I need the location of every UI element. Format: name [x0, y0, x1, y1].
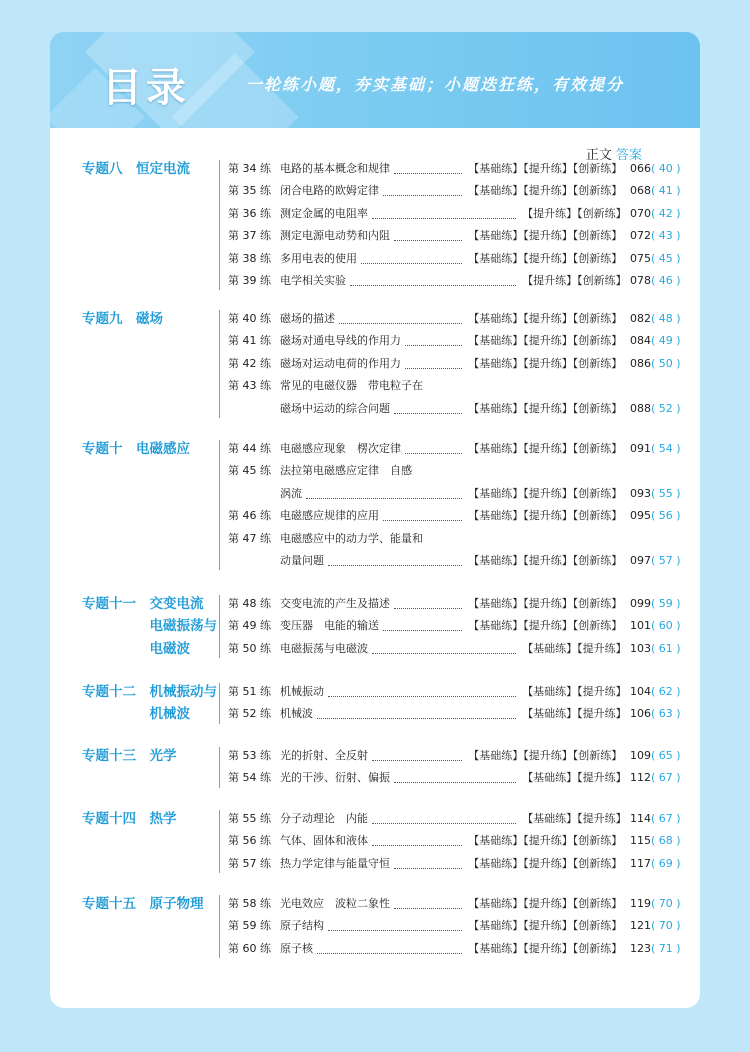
leader-dots: [328, 695, 516, 697]
toc-entry[interactable]: [228, 483, 688, 505]
toc-entry[interactable]: [228, 308, 688, 330]
answer-page: ( 61 ): [651, 641, 681, 655]
leader-dots: [405, 344, 462, 346]
page-number: [630, 308, 681, 330]
entry-number: 第 52 练: [228, 707, 271, 721]
toc-entry[interactable]: [228, 353, 688, 375]
answer-page: ( 45 ): [651, 251, 681, 265]
entry-title: 分子动理论 内能: [280, 812, 368, 825]
leader-dots: [317, 952, 462, 954]
toc-section: [50, 308, 700, 420]
page-number: [630, 767, 681, 789]
section-divider: [219, 440, 220, 570]
page-number: [630, 745, 681, 767]
exercise-tags: 【基础练】【提升练】【创新练】: [468, 334, 623, 348]
exercise-tags: 【提升练】【创新练】: [522, 274, 627, 287]
main-page: 121: [630, 919, 651, 933]
exercise-tags: 【基础练】【提升练】【创新练】: [468, 401, 623, 415]
main-page: 103: [630, 641, 651, 655]
entry-title: 变压器 电能的输送: [280, 619, 379, 633]
entry-title: 法拉第电磁感应定律 自感: [280, 464, 412, 478]
column-answer-label: 答案: [615, 148, 642, 163]
answer-page: ( 59 ): [651, 597, 681, 610]
section-title: 专题十 电磁感应: [82, 441, 190, 457]
answer-page: ( 65 ): [651, 749, 681, 762]
toc-entry[interactable]: [228, 528, 688, 550]
exercise-tags: 【基础练】【提升练】【创新练】: [468, 619, 623, 633]
main-page: 078: [630, 274, 651, 287]
leader-dots: [350, 284, 516, 286]
toc-entry[interactable]: [228, 375, 688, 397]
toc-entry[interactable]: [228, 438, 688, 460]
main-page: 093: [630, 486, 651, 500]
page-number: [630, 270, 681, 292]
entry-number: 第 42 练: [228, 356, 271, 370]
entry-number: 第 44 练: [228, 442, 271, 455]
page-number: [630, 808, 681, 830]
entry-title: 闭合电路的欧姆定律: [280, 184, 379, 198]
entry-number: 第 56 练: [228, 834, 271, 848]
answer-page: ( 67 ): [651, 771, 681, 785]
page-number: [630, 483, 681, 505]
exercise-tags: 【基础练】【提升练】【创新练】: [468, 229, 623, 243]
exercise-tags: 【基础练】【提升练】【创新练】: [468, 597, 623, 610]
leader-dots: [394, 172, 462, 174]
toc-entry[interactable]: [228, 745, 688, 767]
toc-entry[interactable]: [228, 225, 688, 247]
answer-page: ( 46 ): [651, 274, 681, 287]
section-divider: [219, 595, 220, 658]
section-divider: [219, 810, 220, 873]
page-title: 目录: [102, 65, 190, 111]
page-number: [630, 681, 681, 703]
main-page: 068: [630, 184, 651, 198]
answer-page: ( 60 ): [651, 619, 681, 633]
main-page: 106: [630, 707, 651, 721]
page-number: [630, 398, 681, 420]
toc-entry[interactable]: [228, 398, 688, 420]
entry-title: 电磁感应中的动力学、能量和: [280, 531, 423, 545]
answer-page: ( 57 ): [651, 554, 681, 567]
entry-title: 光的干涉、衍射、偏振: [280, 771, 390, 785]
section-divider: [219, 895, 220, 958]
leader-dots: [405, 452, 462, 454]
main-page: 112: [630, 771, 651, 785]
page-number: [630, 893, 681, 915]
entry-number: 第 39 练: [228, 274, 271, 287]
main-page: 109: [630, 749, 651, 762]
leader-dots: [317, 717, 516, 719]
toc-entry[interactable]: [228, 767, 688, 789]
entry-number: 第 57 练: [228, 856, 271, 870]
entry-title: 原子结构: [280, 919, 324, 933]
section-title: 专题十二 机械振动与 机械波: [82, 684, 217, 723]
entry-number: 第 35 练: [228, 184, 271, 198]
entry-number: 第 36 练: [228, 206, 271, 220]
exercise-tags: 【基础练】【提升练】【创新练】: [468, 919, 623, 933]
answer-page: ( 55 ): [651, 486, 681, 500]
leader-dots: [383, 519, 462, 521]
toc-entry[interactable]: [228, 938, 688, 960]
toc-entry[interactable]: [228, 681, 688, 703]
leader-dots: [394, 607, 462, 609]
leader-dots: [383, 629, 462, 631]
leader-dots: [328, 564, 462, 566]
answer-page: ( 71 ): [651, 941, 681, 955]
entry-number: 第 47 练: [228, 531, 271, 545]
exercise-tags: 【基础练】【提升练】【创新练】: [468, 356, 623, 370]
entry-title: 涡流: [280, 486, 302, 500]
leader-dots: [394, 867, 462, 869]
toc-entry[interactable]: [228, 593, 688, 615]
exercise-tags: 【基础练】【提升练】【创新练】: [468, 184, 623, 198]
answer-page: ( 43 ): [651, 229, 681, 243]
answer-page: ( 69 ): [651, 856, 681, 870]
main-page: 072: [630, 229, 651, 243]
exercise-tags: 【基础练】【提升练】【创新练】: [468, 856, 623, 870]
main-page: 070: [630, 206, 651, 220]
main-page: 099: [630, 597, 651, 610]
answer-page: ( 42 ): [651, 206, 681, 220]
toc-entry[interactable]: [228, 505, 688, 527]
toc-entry[interactable]: [228, 853, 688, 875]
toc-section: [50, 593, 700, 660]
section-divider: [219, 683, 220, 724]
entry-title: 电磁感应现象 楞次定律: [280, 442, 401, 455]
main-page: 097: [630, 554, 651, 567]
entry-title: 磁场对运动电荷的作用力: [280, 356, 401, 370]
leader-dots: [306, 497, 462, 499]
section-title: 专题十三 光学: [82, 748, 177, 764]
toc-section: [50, 158, 700, 292]
entry-title: 磁场对通电导线的作用力: [280, 334, 401, 348]
exercise-tags: 【基础练】【提升练】【创新练】: [468, 486, 623, 500]
entry-title: 交变电流的产生及描述: [280, 597, 390, 610]
entry-number: 第 38 练: [228, 251, 271, 265]
toc-entry[interactable]: [228, 270, 688, 292]
entry-title: 测定金属的电阻率: [280, 206, 368, 220]
entry-title: 机械波: [280, 707, 313, 721]
main-page: 091: [630, 442, 651, 455]
exercise-tags: 【基础练】【提升练】【创新练】: [468, 162, 623, 175]
toc-section: [50, 745, 700, 790]
main-page: 115: [630, 834, 651, 848]
toc-section: [50, 893, 700, 960]
answer-page: ( 70 ): [651, 919, 681, 933]
leader-dots: [361, 262, 462, 264]
page-number: [630, 550, 681, 572]
main-page: 104: [630, 685, 651, 698]
entry-number: 第 53 练: [228, 749, 271, 762]
main-page: 075: [630, 251, 651, 265]
page-number: [630, 593, 681, 615]
page-number: [630, 830, 681, 852]
entry-number: 第 48 练: [228, 597, 271, 610]
toc-section: [50, 681, 700, 726]
page-number: [630, 353, 681, 375]
entry-title: 原子核: [280, 941, 313, 955]
leader-dots: [328, 929, 462, 931]
leader-dots: [372, 217, 516, 219]
page-number: [630, 180, 681, 202]
answer-page: ( 40 ): [651, 162, 681, 175]
header-banner: [50, 32, 700, 128]
leader-dots: [372, 822, 516, 824]
exercise-tags: 【基础练】【提升练】: [522, 685, 627, 698]
section-divider: [219, 310, 220, 418]
section-divider: [219, 160, 220, 290]
leader-dots: [394, 239, 462, 241]
entry-title: 光电效应 波粒二象性: [280, 897, 390, 910]
toc-entry[interactable]: [228, 248, 688, 270]
leader-dots: [372, 844, 462, 846]
toc-entry[interactable]: [228, 460, 688, 482]
entry-title: 电磁感应规律的应用: [280, 509, 379, 523]
answer-page: ( 67 ): [651, 812, 681, 825]
main-page: 123: [630, 941, 651, 955]
exercise-tags: 【基础练】【提升练】【创新练】: [468, 554, 623, 567]
entry-title: 电磁振荡与电磁波: [280, 641, 368, 655]
main-page: 101: [630, 619, 651, 633]
toc-section: [50, 808, 700, 875]
toc-entry[interactable]: [228, 915, 688, 937]
main-page: 117: [630, 856, 651, 870]
page-number: [630, 203, 681, 225]
answer-page: ( 62 ): [651, 685, 681, 698]
page-number: [630, 225, 681, 247]
entry-title: 机械振动: [280, 685, 324, 698]
leader-dots: [339, 322, 462, 324]
answer-page: ( 56 ): [651, 509, 681, 523]
main-page: 088: [630, 401, 651, 415]
answer-page: ( 52 ): [651, 401, 681, 415]
entry-number: 第 43 练: [228, 379, 271, 393]
entry-number: 第 37 练: [228, 229, 271, 243]
page-number: [630, 505, 681, 527]
exercise-tags: 【基础练】【提升练】【创新练】: [468, 312, 623, 325]
answer-page: ( 50 ): [651, 356, 681, 370]
toc-entry[interactable]: [228, 808, 688, 830]
entry-number: 第 58 练: [228, 897, 271, 910]
toc-entry[interactable]: [228, 158, 688, 180]
section-title: 专题九 磁场: [82, 311, 163, 327]
toc-entry[interactable]: [228, 638, 688, 660]
page-number: [630, 438, 681, 460]
leader-dots: [372, 652, 516, 654]
entry-number: 第 40 练: [228, 312, 271, 325]
exercise-tags: 【基础练】【提升练】【创新练】: [468, 941, 623, 955]
toc-entry[interactable]: [228, 893, 688, 915]
answer-page: ( 70 ): [651, 897, 681, 910]
entry-number: 第 55 练: [228, 812, 271, 825]
entry-number: 第 51 练: [228, 685, 271, 698]
main-page: 086: [630, 356, 651, 370]
page-number: [630, 158, 681, 180]
page-number: [630, 938, 681, 960]
entry-title: 电学相关实验: [280, 274, 346, 287]
entry-number: 第 41 练: [228, 334, 271, 348]
toc-entry[interactable]: [228, 180, 688, 202]
entry-title: 测定电源电动势和内阻: [280, 229, 390, 243]
toc-entry[interactable]: [228, 830, 688, 852]
page-number: [630, 615, 681, 637]
entry-number: 第 45 练: [228, 464, 271, 478]
entry-title: 多用电表的使用: [280, 251, 357, 265]
page-number: [630, 330, 681, 352]
exercise-tags: 【基础练】【提升练】【创新练】: [468, 442, 623, 455]
answer-page: ( 54 ): [651, 442, 681, 455]
exercise-tags: 【基础练】【提升练】【创新练】: [468, 251, 623, 265]
exercise-tags: 【基础练】【提升练】【创新练】: [468, 834, 623, 848]
exercise-tags: 【基础练】【提升练】: [522, 812, 627, 825]
exercise-tags: 【基础练】【提升练】【创新练】: [468, 509, 623, 523]
main-page: 082: [630, 312, 651, 325]
entry-number: 第 46 练: [228, 509, 271, 523]
entry-title: 电路的基本概念和规律: [280, 162, 390, 175]
entry-title: 动量问题: [280, 554, 324, 567]
leader-dots: [383, 194, 462, 196]
answer-page: ( 63 ): [651, 707, 681, 721]
page-number: [630, 638, 681, 660]
entry-number: 第 49 练: [228, 619, 271, 633]
exercise-tags: 【提升练】【创新练】: [522, 206, 627, 220]
entry-title: 磁场的描述: [280, 312, 335, 325]
toc-entry[interactable]: [228, 703, 688, 725]
page-number: [630, 703, 681, 725]
leader-dots: [405, 367, 462, 369]
exercise-tags: 【基础练】【提升练】【创新练】: [468, 749, 623, 762]
entry-number: 第 54 练: [228, 771, 271, 785]
answer-page: ( 41 ): [651, 184, 681, 198]
entry-number: 第 60 练: [228, 941, 271, 955]
answer-page: ( 49 ): [651, 334, 681, 348]
toc-entry[interactable]: [228, 615, 688, 637]
section-title: 专题十四 热学: [82, 811, 177, 827]
exercise-tags: 【基础练】【提升练】: [522, 771, 627, 785]
section-title: 专题十五 原子物理: [82, 896, 204, 912]
leader-dots: [394, 907, 462, 909]
main-page: 119: [630, 897, 651, 910]
main-page: 114: [630, 812, 651, 825]
page-number: [630, 248, 681, 270]
page-number: [630, 853, 681, 875]
section-title: 专题八 恒定电流: [82, 161, 190, 177]
page-slogan: 一轮练小题，夯实基础；小题迭狂练，有效提分: [246, 75, 625, 94]
entry-number: 第 59 练: [228, 919, 271, 933]
column-main-label: 正文: [585, 148, 612, 163]
leader-dots: [394, 412, 462, 414]
section-divider: [219, 747, 220, 788]
leader-dots: [394, 781, 516, 783]
toc-section: [50, 438, 700, 572]
toc-entry[interactable]: [228, 330, 688, 352]
leader-dots: [372, 759, 462, 761]
entry-number: 第 34 练: [228, 162, 271, 175]
entry-title: 光的折射、全反射: [280, 749, 368, 762]
contents-panel: [50, 128, 700, 1008]
exercise-tags: 【基础练】【提升练】: [522, 641, 627, 655]
entry-title: 常见的电磁仪器 带电粒子在: [280, 379, 423, 393]
main-page: 095: [630, 509, 651, 523]
entry-title: 磁场中运动的综合问题: [280, 401, 390, 415]
entry-title: 热力学定律与能量守恒: [280, 856, 390, 870]
entry-number: 第 50 练: [228, 641, 271, 655]
entry-title: 气体、固体和液体: [280, 834, 368, 848]
exercise-tags: 【基础练】【提升练】【创新练】: [468, 897, 623, 910]
main-page: 066: [630, 162, 651, 175]
exercise-tags: 【基础练】【提升练】: [522, 707, 627, 721]
toc-entry[interactable]: [228, 203, 688, 225]
answer-page: ( 48 ): [651, 312, 681, 325]
toc-entry[interactable]: [228, 550, 688, 572]
section-title: 专题十一 交变电流 电磁振荡与 电磁波: [82, 596, 217, 657]
answer-page: ( 68 ): [651, 834, 681, 848]
main-page: 084: [630, 334, 651, 348]
page-number: [630, 915, 681, 937]
